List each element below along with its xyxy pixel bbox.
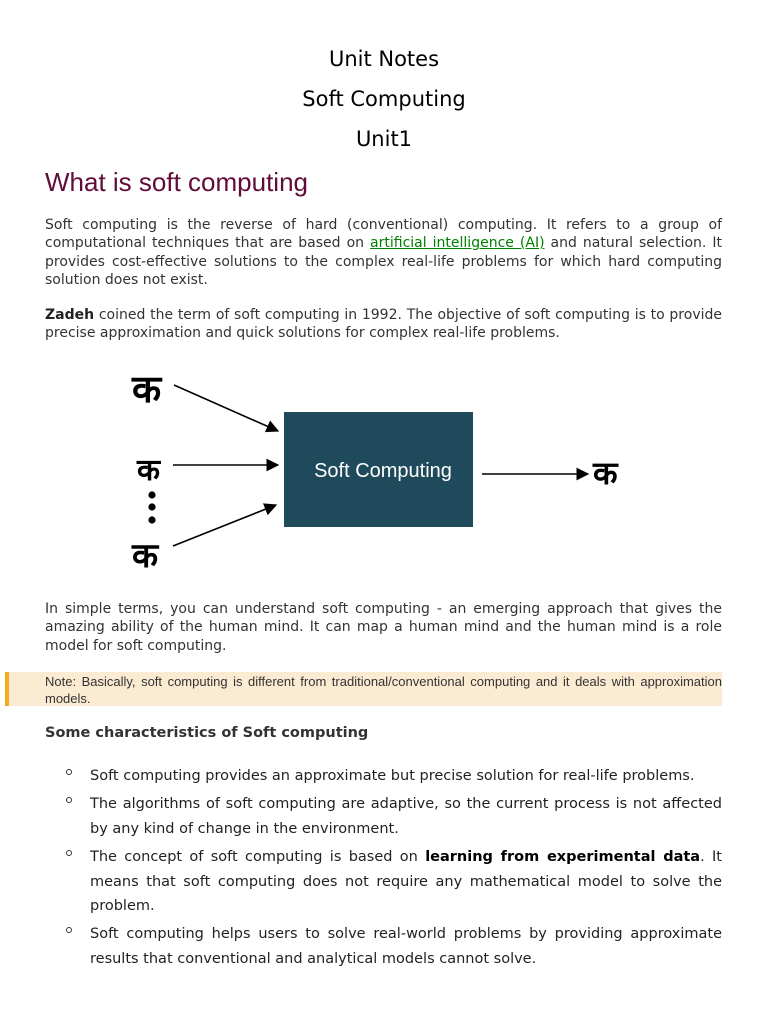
note-text: Note: Basically, soft computing is different from traditional/conventional computing and it deals with approximation models. <box>45 674 722 706</box>
input-symbol-1: क <box>132 367 162 411</box>
bullet-circle-icon <box>66 769 72 775</box>
list-item <box>0 845 768 918</box>
list-item-text: The algorithms of soft computing are adaptive, so the current process is not affected by any kind of change in the environment. <box>90 796 722 837</box>
ellipsis-dot-1 <box>148 491 155 498</box>
bullet-circle-icon <box>66 850 72 856</box>
intro-text-end: and natural selection. It provides cost-effective solutions to the complex real-life problems for which hard computing solution does not exist. <box>45 235 722 288</box>
arrow-input-3 <box>173 505 276 546</box>
list-item <box>0 792 768 841</box>
ellipsis-dot-2 <box>148 503 155 510</box>
soft-computing-diagram <box>0 355 768 585</box>
header-subject: Soft Computing <box>302 87 466 111</box>
ellipsis-dot-3 <box>148 516 155 523</box>
intro-paragraph <box>45 216 722 289</box>
ai-link[interactable]: artificial intelligence (AI) <box>370 235 545 252</box>
output-symbol: क <box>593 454 618 492</box>
simple-terms-paragraph: In simple terms, you can understand soft computing - an emerging approach that gives the amazing ability of the human mind. It can map a human mind and the human mind is a role model for soft computing. <box>45 601 722 654</box>
input-symbol-2: क <box>137 453 161 488</box>
list-item-text <box>90 845 722 918</box>
section-title: What is soft computing <box>45 167 308 197</box>
list-item-text-end: . It means that soft computing does not require any mathematical model to solve the problem. <box>90 849 722 915</box>
list-item-text-start: The concept of soft computing is based on <box>90 849 426 866</box>
bullet-circle-icon <box>66 927 72 933</box>
list-item <box>0 764 768 788</box>
header-unit-notes: Unit Notes <box>328 47 440 71</box>
arrow-input-1 <box>174 385 278 431</box>
list-item <box>0 922 768 971</box>
header-unit-number: Unit1 <box>355 127 413 151</box>
characteristics-list <box>0 764 768 975</box>
soft-computing-box-label: Soft Computing <box>314 460 452 482</box>
input-symbol-3: क <box>132 536 159 576</box>
list-item-text: Soft computing provides an approximate but precise solution for real-life problems. <box>90 768 695 784</box>
intro-text-start: Soft computing is the reverse of hard (conventional) computing. It refers to a group of computational techniques that are based on <box>45 217 722 252</box>
list-item-bold-phrase: learning from experimental data <box>425 849 701 866</box>
characteristics-heading: Some characteristics of Soft computing <box>45 725 369 741</box>
zadeh-text: coined the term of soft computing in 1992. The objective of soft computing is to provide precise approximation and quick solutions for complex real-life problems. <box>45 307 722 342</box>
zadeh-paragraph <box>45 306 722 343</box>
note-box <box>5 672 722 706</box>
list-item-text: Soft computing helps users to solve real-world problems by providing approximate results that conventional and analytical models cannot solve. <box>90 926 722 967</box>
zadeh-name: Zadeh <box>45 307 95 323</box>
bullet-circle-icon <box>66 797 72 803</box>
